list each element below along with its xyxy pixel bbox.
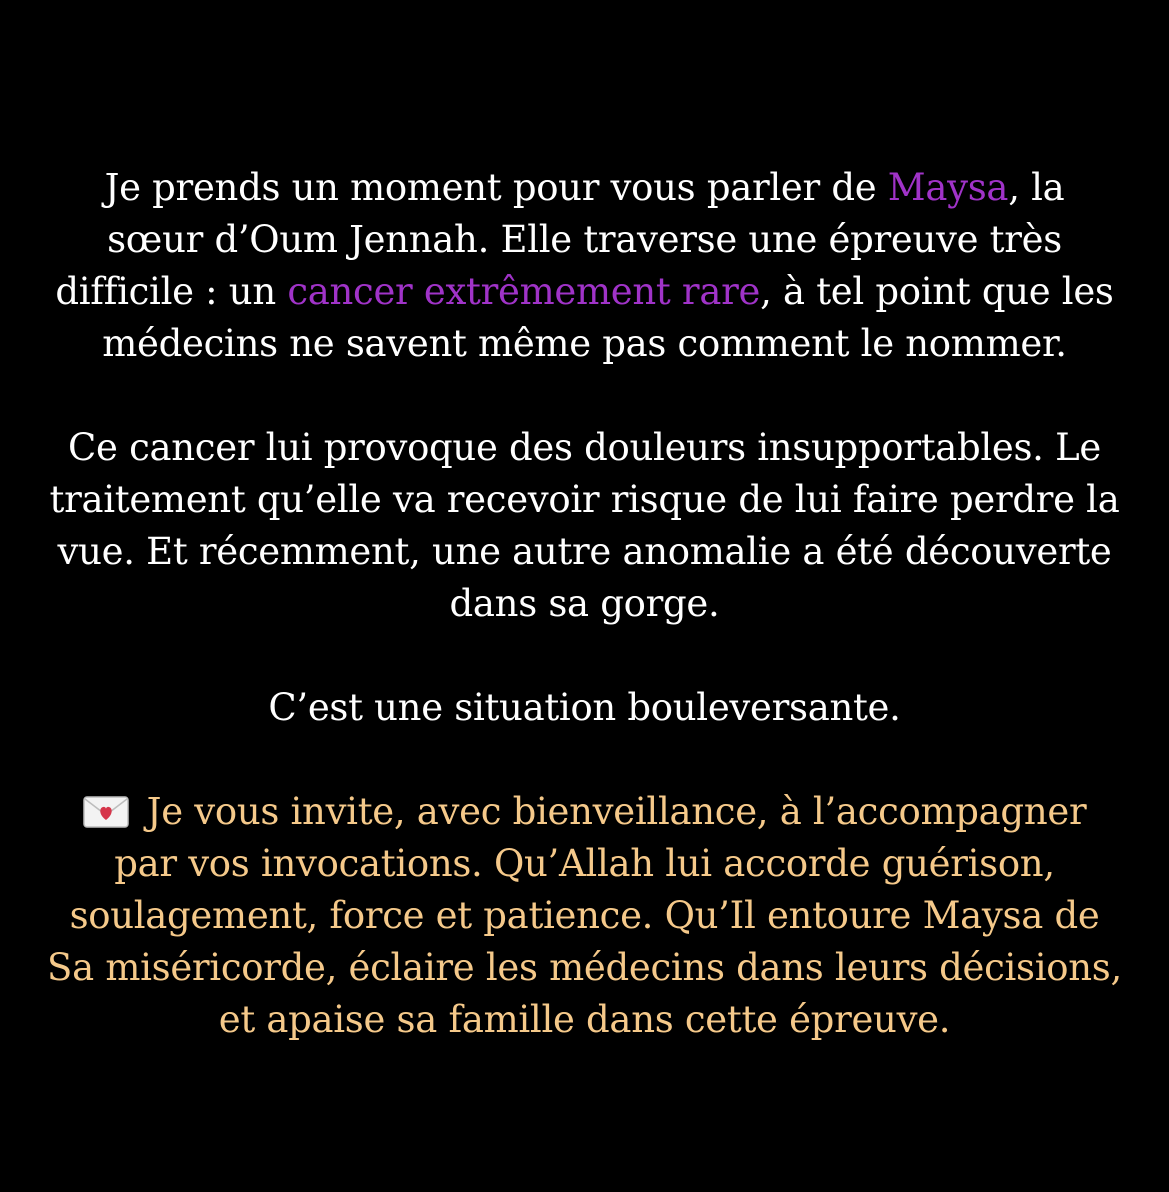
love-letter-icon — [83, 796, 129, 828]
situation-paragraph — [25, 682, 1145, 734]
condition-line: traitement qu’elle va recevoir risque de lui faire perdre la — [49, 478, 1120, 521]
condition-line: dans sa gorge. — [449, 582, 720, 625]
intro-line-4: médecins ne savent même pas comment le nommer. — [102, 322, 1067, 365]
intro-line-1 — [25, 162, 1145, 214]
prayer-line-1 — [25, 786, 1145, 838]
prayer-line: soulagement, force et patience. Qu’Il entoure Maysa de — [69, 894, 1100, 937]
intro-line-3 — [25, 266, 1145, 318]
intro-text: , à tel point que les — [760, 270, 1114, 313]
intro-text: , la — [1008, 166, 1065, 209]
situation-line: C’est une situation bouleversante. — [268, 686, 901, 729]
condition-line: Ce cancer lui provoque des douleurs insupportables. Le — [68, 426, 1101, 469]
prayer-line: et apaise sa famille dans cette épreuve. — [218, 998, 951, 1041]
prayer-paragraph — [25, 786, 1145, 1046]
prayer-line: Sa miséricorde, éclaire les médecins dans leurs décisions, — [47, 946, 1122, 989]
intro-line-2: sœur d’Oum Jennah. Elle traverse une épreuve très — [107, 218, 1062, 261]
prayer-text: Je vous invite, avec bienveillance, à l’accompagner — [146, 790, 1087, 833]
intro-text: Je prends un moment pour vous parler de — [104, 166, 888, 209]
prayer-line: par vos invocations. Qu’Allah lui accorde guérison, — [114, 842, 1055, 885]
intro-text: difficile : un — [55, 270, 288, 313]
condition-paragraph — [25, 422, 1145, 630]
intro-paragraph — [25, 162, 1145, 370]
condition-line: vue. Et récemment, une autre anomalie a été découverte — [57, 530, 1112, 573]
highlight-name: Maysa — [887, 166, 1009, 209]
highlight-diagnosis: cancer extrêmement rare — [287, 270, 761, 313]
